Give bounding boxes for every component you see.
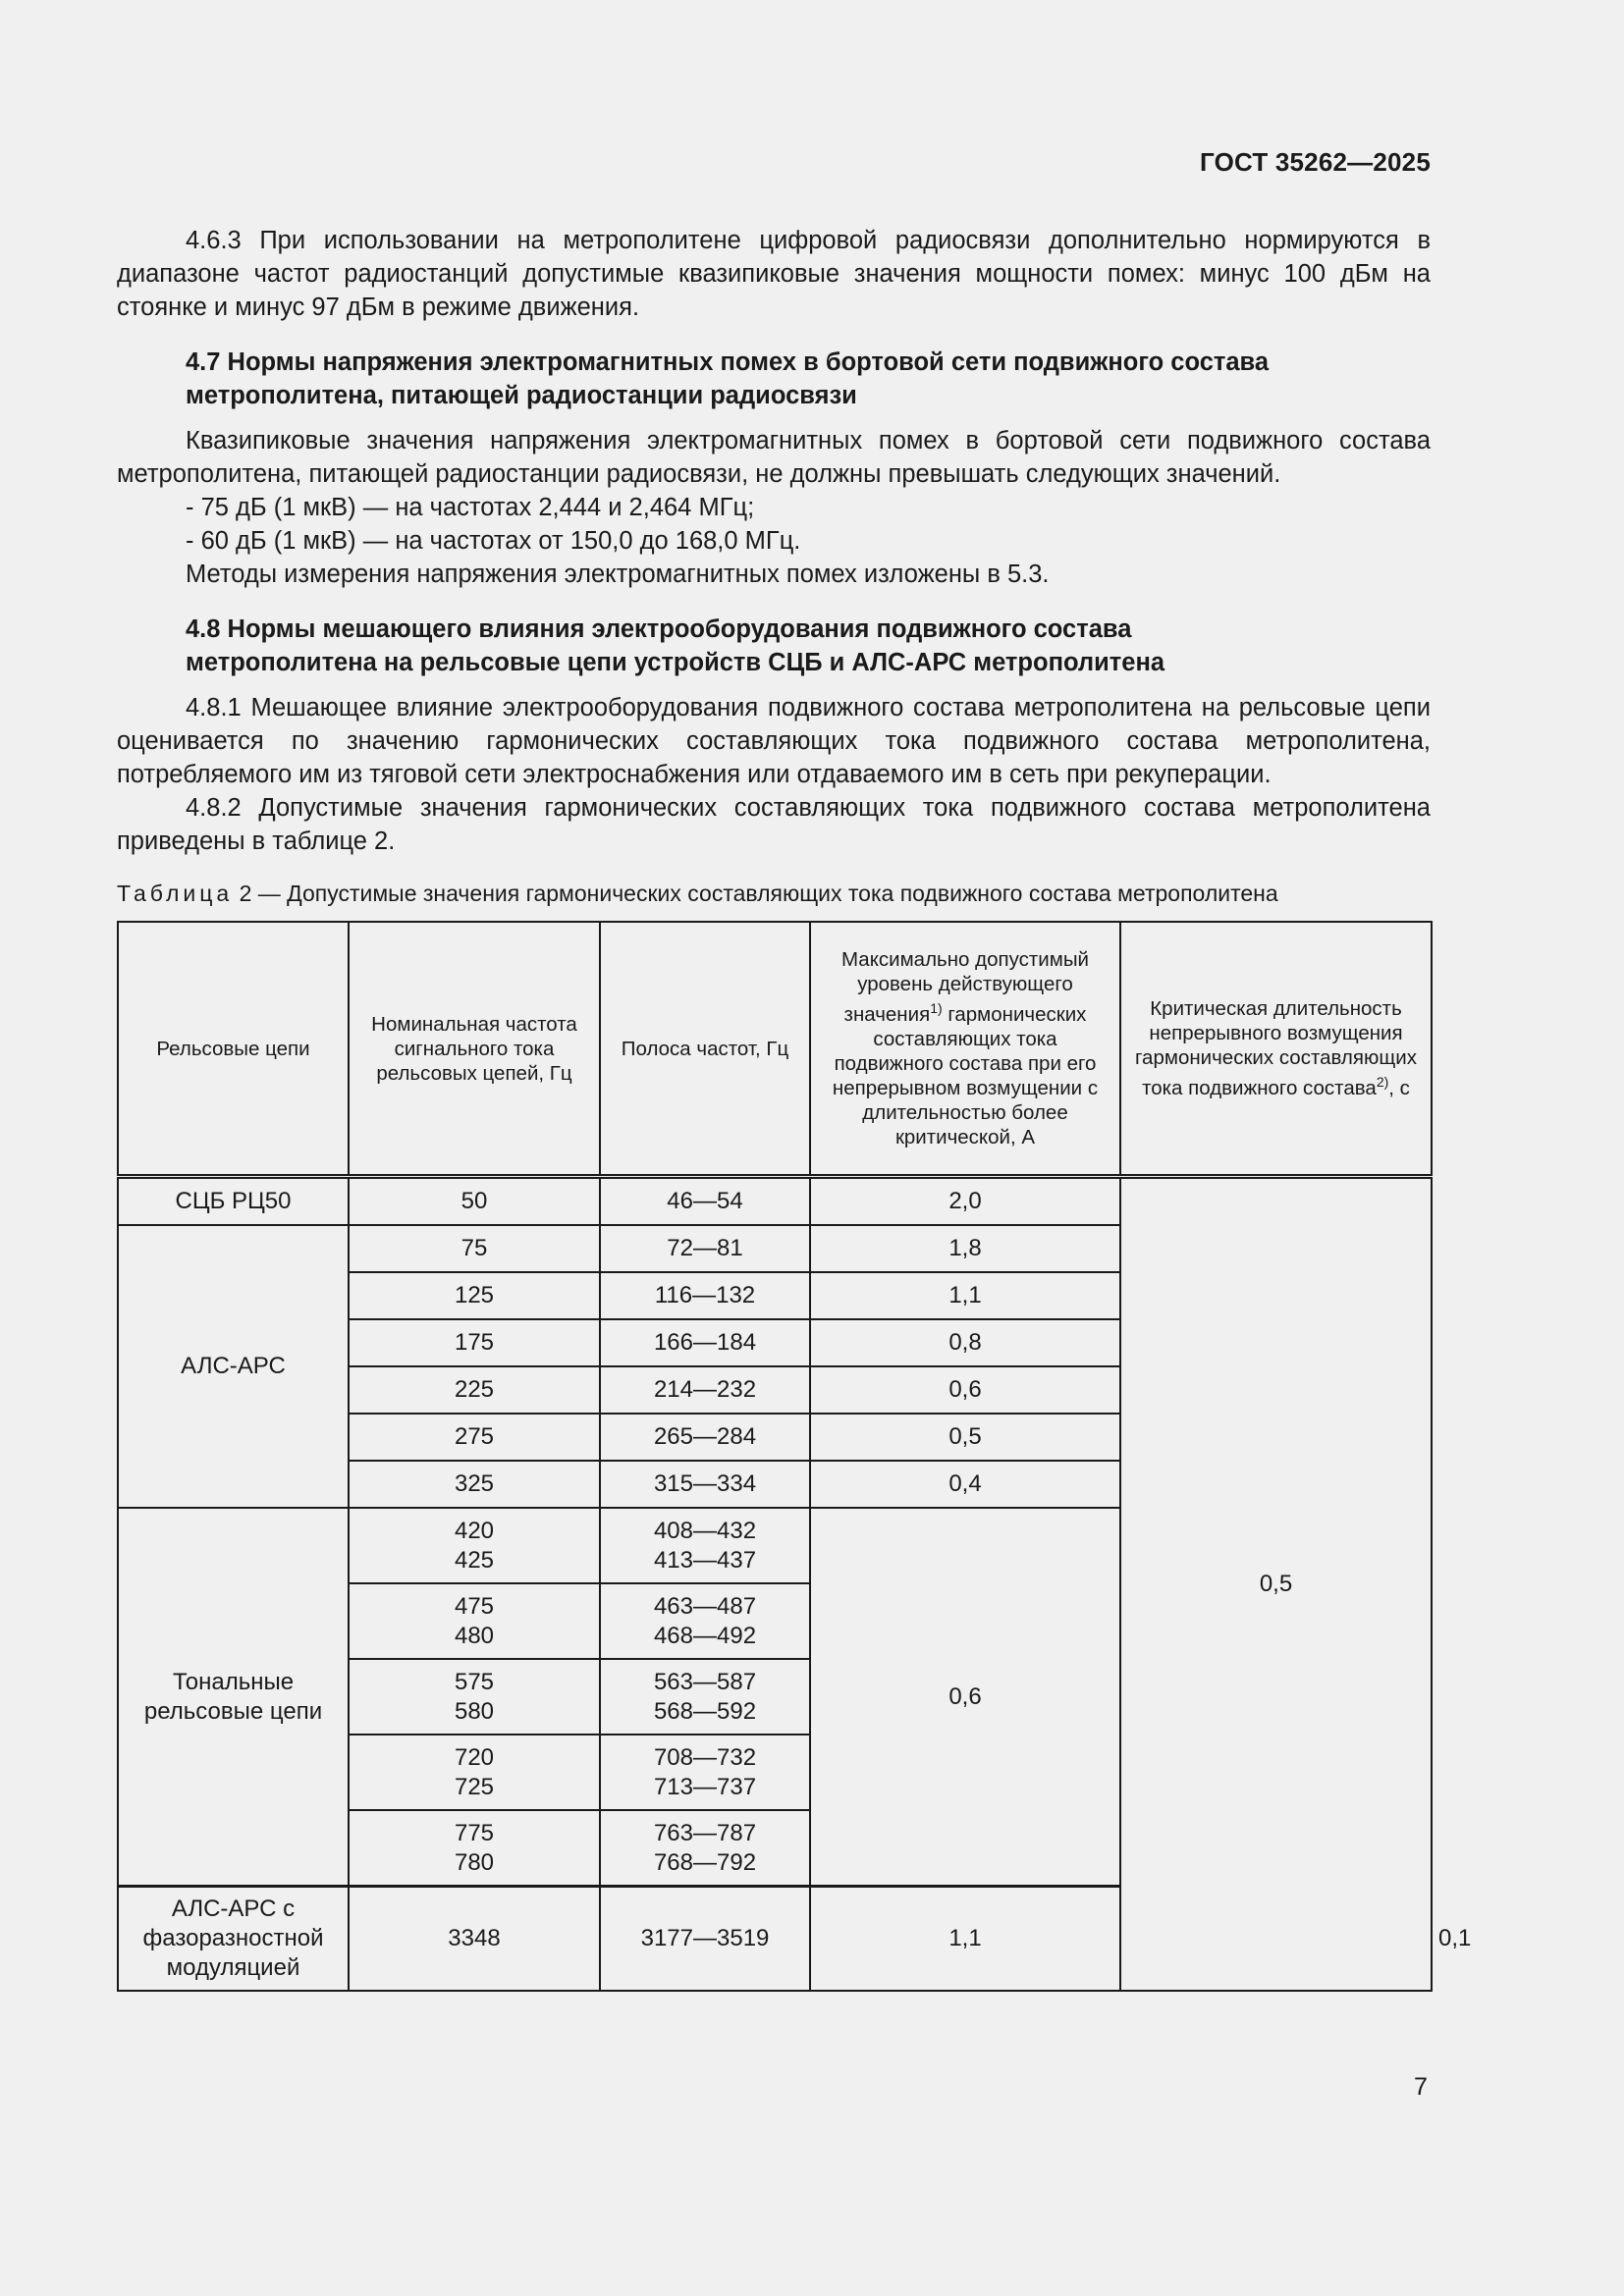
page-number: 7 [1414,2073,1428,2101]
cell-max-level: 1,1 [810,1272,1120,1319]
group-tonal-line1: Тональные [172,1668,295,1695]
cell-band: 166—184 [600,1319,810,1366]
cell-frequency: 50 [349,1177,600,1226]
cell-band: 116—132 [600,1272,810,1319]
heading-4-7-line2: метрополитена, питающей радиостанции радиосвязи [186,382,857,409]
footnote-ref-1: 1) [930,1000,943,1016]
cell-frequency-line: 575 [454,1668,495,1695]
cell-band-line: 713—737 [653,1773,757,1800]
paragraph-4-7: Квазипиковые значения напряжения электромагнитных помех в бортовой сети подвижного состава метрополитена, питающей радиостанции радиосвязи, не должны превышать следующих значений. [117,427,1431,488]
cell-max-level: 0,5 [810,1414,1120,1461]
heading-4-8-line2: метрополитена на рельсовые цепи устройств СЦБ и АЛС-АРС метрополитена [186,649,1165,676]
list-item: - 75 дБ (1 мкВ) — на частотах 2,444 и 2,464 МГц; [186,494,755,521]
header-max-level-a: Максимально допустимый уровень действующего значения [840,948,1090,1026]
group-als-ars: АЛС-АРС [118,1225,349,1508]
cell-frequency-line: 475 [454,1592,495,1620]
cell-frequency: 325 [349,1461,600,1508]
cell-frequency [349,1659,600,1735]
group-als-ars-phase-line3: модуляцией [166,1954,300,1981]
cell-max-level: 0,6 [810,1366,1120,1414]
group-als-ars-phase-line1: АЛС-АРС с [171,1896,296,1922]
table-header-row [118,922,1432,1177]
cell-frequency-line: 725 [454,1773,495,1800]
paragraph-methods: Методы измерения напряжения электромагнитных помех изложены в 5.3. [186,561,1050,588]
cell-band-line: 563—587 [653,1668,757,1695]
cell-band-line: 413—437 [653,1546,757,1574]
document-id: ГОСТ 35262—2025 [1200,147,1431,177]
cell-band-line: 763—787 [653,1819,757,1846]
cell-frequency: 125 [349,1272,600,1319]
cell-frequency: 275 [349,1414,600,1461]
group-tonal [118,1508,349,1887]
cell-frequency: 175 [349,1319,600,1366]
header-critical-duration [1120,922,1432,1177]
cell-frequency-line: 720 [454,1743,495,1771]
cell-frequency-line: 780 [454,1848,495,1876]
cell-max-level: 1,8 [810,1225,1120,1272]
cell-band [600,1508,810,1583]
cell-max-level: 2,0 [810,1177,1120,1226]
cell-band: 72—81 [600,1225,810,1272]
cell-band [600,1810,810,1887]
harmonics-table [117,921,1472,1992]
header-max-level-b: гармонических составляющих тока подвижного состава при его непрерывном возмущении с длительностью более критической, А [832,1003,1099,1148]
paragraph-4-8-2: 4.8.2 Допустимые значения гармонических составляющих тока подвижного состава метрополитена приведены в таблице 2. [117,794,1431,855]
cell-band [600,1583,810,1659]
header-frequency-band: Полоса частот, Гц [600,922,810,1177]
cell-frequency: 75 [349,1225,600,1272]
heading-4-8 [186,613,1431,679]
table-caption-text: 2 — Допустимые значения гармонических составляющих тока подвижного состава метрополитена [239,881,1278,906]
group-tonal-line2: рельсовые цепи [143,1697,323,1725]
cell-max-level: 0,4 [810,1461,1120,1508]
cell-band-line: 768—792 [653,1848,757,1876]
list-item: - 60 дБ (1 мкВ) — на частотах от 150,0 до 168,0 МГц. [186,527,801,555]
cell-band: 214—232 [600,1366,810,1414]
cell-band: 265—284 [600,1414,810,1461]
cell-frequency [349,1508,600,1583]
table-caption [117,879,1431,908]
heading-4-7 [186,346,1431,412]
cell-frequency-line: 425 [454,1546,495,1574]
header-critical-duration-a: Критическая длительность непрерывного возмущения гармонических составляющих тока подвижного состава [1135,997,1417,1099]
cell-band: 315—334 [600,1461,810,1508]
cell-band-line: 408—432 [653,1517,757,1544]
cell-band: 3177—3519 [600,1887,810,1992]
heading-4-8-line1: 4.8 Нормы мешающего влияния электрооборудования подвижного состава [186,615,1132,643]
cell-frequency-line: 480 [454,1622,495,1649]
header-critical-duration-b: , с [1388,1077,1410,1099]
table-caption-word: Таблица [117,881,234,906]
cell-band [600,1735,810,1810]
cell-critical-duration-main: 0,5 [1120,1177,1432,1992]
paragraph-4-8-1: 4.8.1 Мешающее влияние электрооборудования подвижного состава метрополитена на рельсовые цепи оценивается по значению гармонических составляющих тока подвижного состава метрополитена, потребляемого им из тяговой сети электроснабжения или отдаваемого им в сеть при рекуперации. [117,694,1431,788]
cell-frequency: 3348 [349,1887,600,1992]
heading-4-7-line1: 4.7 Нормы напряжения электромагнитных помех в бортовой сети подвижного состава [186,348,1270,376]
table-row: АЛС-АРС с фазоразностной модуляцией 3348 3177—3519 1,1 0,1 [118,1887,1432,1992]
header-rail-circuits: Рельсовые цепи [118,922,349,1177]
cell-band: 46—54 [600,1177,810,1226]
cell-max-level-tonal: 0,6 [810,1508,1120,1887]
cell-max-level: 0,8 [810,1319,1120,1366]
cell-frequency [349,1583,600,1659]
cell-band [600,1659,810,1735]
cell-band-line: 708—732 [653,1743,757,1771]
table-row [118,1177,1432,1226]
cell-frequency-line: 580 [454,1697,495,1725]
cell-frequency [349,1810,600,1887]
cell-max-level: 1,1 [810,1887,1120,1992]
cell-frequency: 225 [349,1366,600,1414]
cell-frequency-line: 420 [454,1517,495,1544]
cell-frequency-line: 775 [454,1819,495,1846]
paragraph-4-6-3: 4.6.3 При использовании на метрополитене цифровой радиосвязи дополнительно нормируются в диапазоне частот радиостанций допустимые квазипиковые значения мощности помех: минус 100 дБм на стоянке и минус 97 дБм в режиме движения. [117,227,1431,321]
footnote-ref-2: 2) [1376,1074,1389,1090]
group-scb: СЦБ РЦ50 [118,1177,349,1226]
cell-frequency [349,1735,600,1810]
group-als-ars-phase [118,1887,349,1992]
header-nominal-frequency: Номинальная частота сигнального тока рельсовых цепей, Гц [349,922,600,1177]
group-als-ars-phase-line2: фазоразностной [142,1925,324,1951]
cell-band-line: 468—492 [653,1622,757,1649]
header-max-level [810,922,1120,1177]
cell-band-line: 463—487 [653,1592,757,1620]
page-content [117,224,1472,1992]
cell-band-line: 568—592 [653,1697,757,1725]
